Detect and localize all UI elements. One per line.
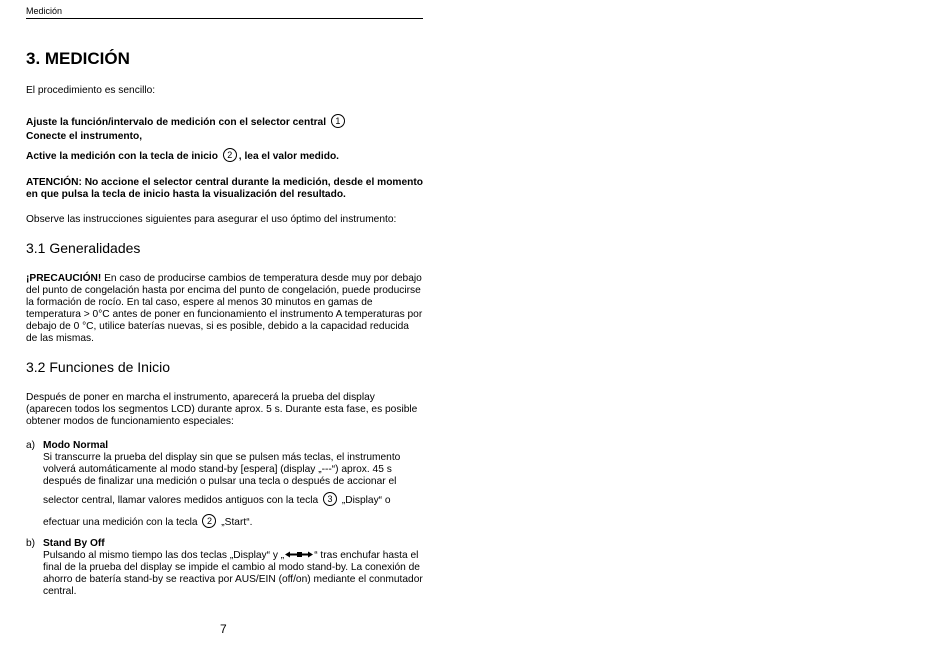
list-item-a — [26, 440, 423, 529]
page-number: 7 — [220, 622, 227, 636]
circled-number-3-icon: 3 — [323, 492, 337, 506]
item-a-text-1: Si transcurre la prueba del display sin que se pulsen más teclas, el instrumento volverá automáticamente al modo stand-by [espera] (display „---“) aprox. 45 s después de finalizar una medición o pulsar una tecla o después de accionar el — [43, 452, 401, 487]
list-marker-b: b) — [26, 538, 36, 549]
intro-text: El procedimiento es sencillo: — [26, 85, 156, 96]
section-title: 3. MEDICIÓN — [26, 49, 130, 68]
caution-paragraph — [26, 273, 423, 345]
step-3 — [26, 148, 423, 163]
circled-number-2-icon: 2 — [202, 514, 216, 528]
item-a-line-2 — [43, 492, 423, 507]
step-1 — [26, 114, 423, 129]
item-b-text-1: Pulsando al mismo tiempo las dos teclas „Display“ y „ — [43, 550, 285, 561]
item-a-title: Modo Normal — [43, 440, 109, 451]
item-a-line-3 — [43, 514, 423, 529]
key-arrows-icon — [284, 550, 314, 559]
circled-number-1-icon: 1 — [331, 114, 345, 128]
subsection-1-title: 3.1 Generalidades — [26, 240, 141, 256]
item-a-text-2: selector central, llamar valores medidos antiguos con la tecla — [43, 495, 319, 506]
subsection-2-title: 3.2 Funciones de Inicio — [26, 359, 170, 375]
item-a-text-5: „Start“. — [218, 517, 253, 528]
item-b-text — [43, 550, 423, 598]
running-header: Medición — [26, 6, 423, 19]
item-a-text-3: „Display“ o — [339, 495, 391, 506]
caution-text: En caso de producirse cambios de temperatura desde muy por debajo del punto de congelación hasta por encima del punto de congelación, puede producirse la formación de rocío. En tal caso, espere al menos 30 minutos en gamas de temperatura > 0°C antes de poner en funcionamiento el instrumento A temperaturas por debajo de 0 °C, utilice baterías nuevas, si es posible, debido a la capacidad reducida de las mismas. — [26, 273, 423, 344]
item-a-text-4: efectuar una medición con la tecla — [43, 517, 198, 528]
list-marker-a: a) — [26, 440, 36, 451]
list-item-b — [26, 538, 423, 598]
startup-intro: Después de poner en marcha el instrumento, aparecerá la prueba del display (aparecen todos los segmentos LCD) durante aprox. 5 s. Durante esta fase, es posible obtener modos de funcionamiento especiales: — [26, 392, 418, 427]
caution-label: ¡PRECAUCIÓN! — [26, 273, 102, 284]
step-3-text-b: , lea el valor medido. — [238, 151, 339, 162]
circled-number-2-icon: 2 — [223, 148, 237, 162]
step-1-text: Ajuste la función/intervalo de medición con el selector central — [26, 117, 327, 128]
observe-text: Observe las instrucciones siguientes para asegurar el uso óptimo del instrumento: — [26, 214, 397, 225]
step-2: Conecte el instrumento, — [26, 131, 143, 142]
step-3-text-a: Active la medición con la tecla de inicio — [26, 151, 218, 162]
item-b-title: Stand By Off — [43, 538, 105, 549]
item-b-text-2: “ tras enchufar hasta el final de la prueba del display se impide el cambio al modo stand-by. La conexión de ahorro de batería stand-by se reactiva por AUS/EIN (off/on) mediante el conmutador central. — [43, 550, 423, 597]
warning-text: ATENCIÓN: No accione el selector central durante la medición, desde el momento en que pulsa la tecla de inicio hasta la visualización del resultado. — [26, 177, 423, 200]
